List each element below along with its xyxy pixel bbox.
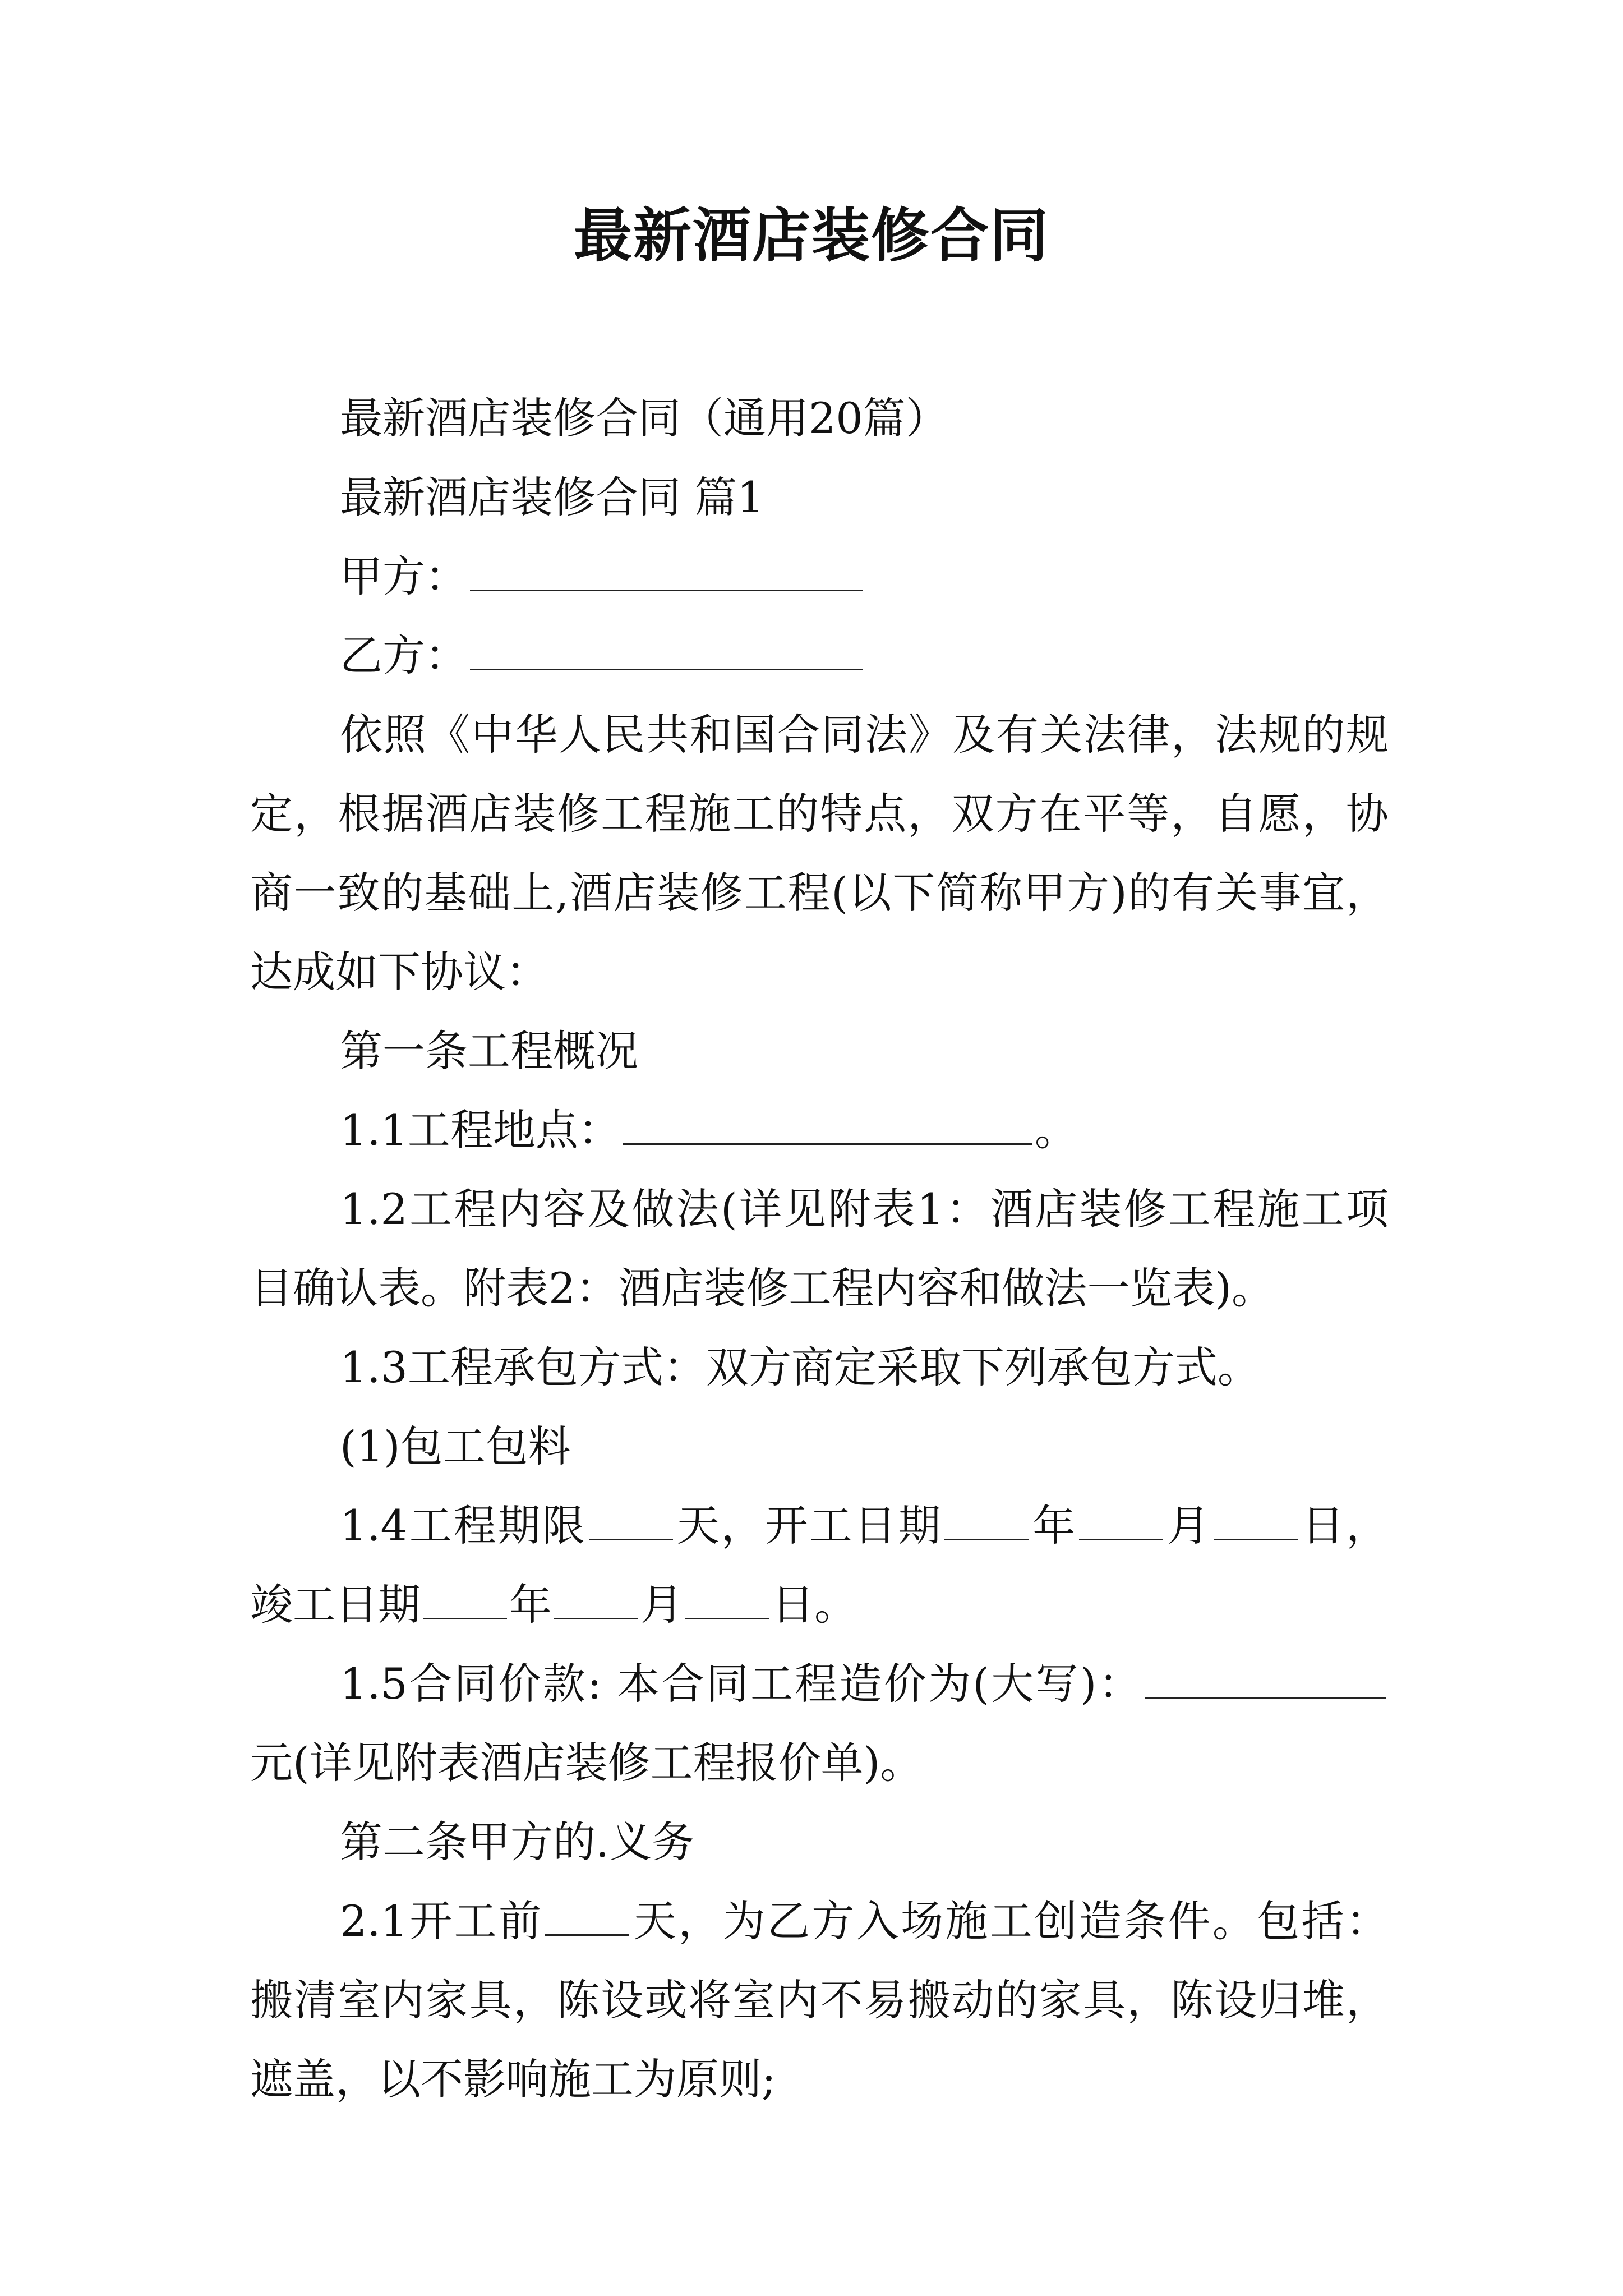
party-b-blank	[470, 629, 863, 670]
end-year-blank	[423, 1579, 507, 1619]
party-b-label: 乙方：	[340, 631, 468, 680]
clause-1-5-end: 元(详见附表酒店装修工程报价单)。	[250, 1738, 923, 1788]
article-2-heading: 第二条甲方的.义务	[340, 1817, 695, 1867]
clause-1-2: 1.2工程内容及做法(详见附表1：酒店装修工程施工项目确认表。附表2：酒店装修工程内容和做法一览表)。	[250, 1184, 1389, 1313]
clause-2-1-label: 2.1开工前	[340, 1896, 543, 1946]
clause-2-1	[250, 1881, 1389, 2119]
party-b-line	[250, 616, 1389, 695]
clause-1-3: 1.3工程承包方式：双方商定采取下列承包方式。	[340, 1342, 1260, 1392]
start-year-blank	[944, 1499, 1029, 1540]
party-a-label: 甲方：	[340, 551, 468, 601]
end-day-blank	[685, 1579, 769, 1619]
clause-1-4	[250, 1486, 1389, 1644]
contract-price-blank	[1145, 1658, 1386, 1699]
document-subtitle: 最新酒店装修合同（通用20篇）	[340, 393, 948, 443]
clause-1-1-label: 1.1工程地点：	[340, 1105, 621, 1155]
clause-1-4-end-label: 日，竣工日期	[250, 1501, 1389, 1630]
end-year-unit: 年	[509, 1580, 552, 1630]
party-a-line	[250, 537, 1389, 616]
start-day-blank	[1214, 1499, 1298, 1540]
intro-paragraph: 依照《中华人民共和国合同法》及有关法律，法规的规定，根据酒店装修工程施工的特点，双方在平等，自愿，协商一致的基础上,酒店装修工程(以下简称甲方)的有关事宜，达成如下协议：	[250, 710, 1389, 997]
section-heading: 最新酒店装修合同 篇1	[340, 472, 764, 522]
start-month-unit: 月	[1165, 1501, 1212, 1550]
clause-1-3-option: (1)包工包料	[340, 1421, 571, 1471]
end-month-unit: 月	[640, 1580, 683, 1630]
end-month-blank	[554, 1579, 638, 1619]
clause-1-5	[250, 1644, 1389, 1802]
duration-days-blank	[589, 1499, 673, 1540]
start-month-blank	[1079, 1499, 1163, 1540]
end-day-unit: 日。	[772, 1580, 857, 1630]
clause-1-5-label: 1.5合同价款: 本合同工程造价为(大写)：	[340, 1659, 1143, 1709]
party-a-blank	[470, 550, 863, 591]
document-title: 最新酒店装修合同	[573, 201, 1049, 270]
clause-1-4-label: 1.4工程期限	[340, 1501, 587, 1550]
project-site-blank	[623, 1104, 1032, 1145]
clause-1-1	[250, 1091, 1389, 1170]
clause-1-4-start-label: 天，开工日期	[675, 1501, 943, 1550]
start-year-unit: 年	[1031, 1501, 1077, 1550]
article-1-heading: 第一条工程概况	[340, 1026, 638, 1076]
clause-2-1-text: 天，为乙方入场施工创造条件。包括：搬清室内家具，陈设或将室内不易搬动的家具，陈设归堆，遮盖，以不影响施工为原则;	[250, 1896, 1389, 2104]
document-body	[250, 379, 1389, 2119]
prep-days-blank	[545, 1895, 629, 1936]
clause-1-1-end: 。	[1034, 1105, 1077, 1155]
